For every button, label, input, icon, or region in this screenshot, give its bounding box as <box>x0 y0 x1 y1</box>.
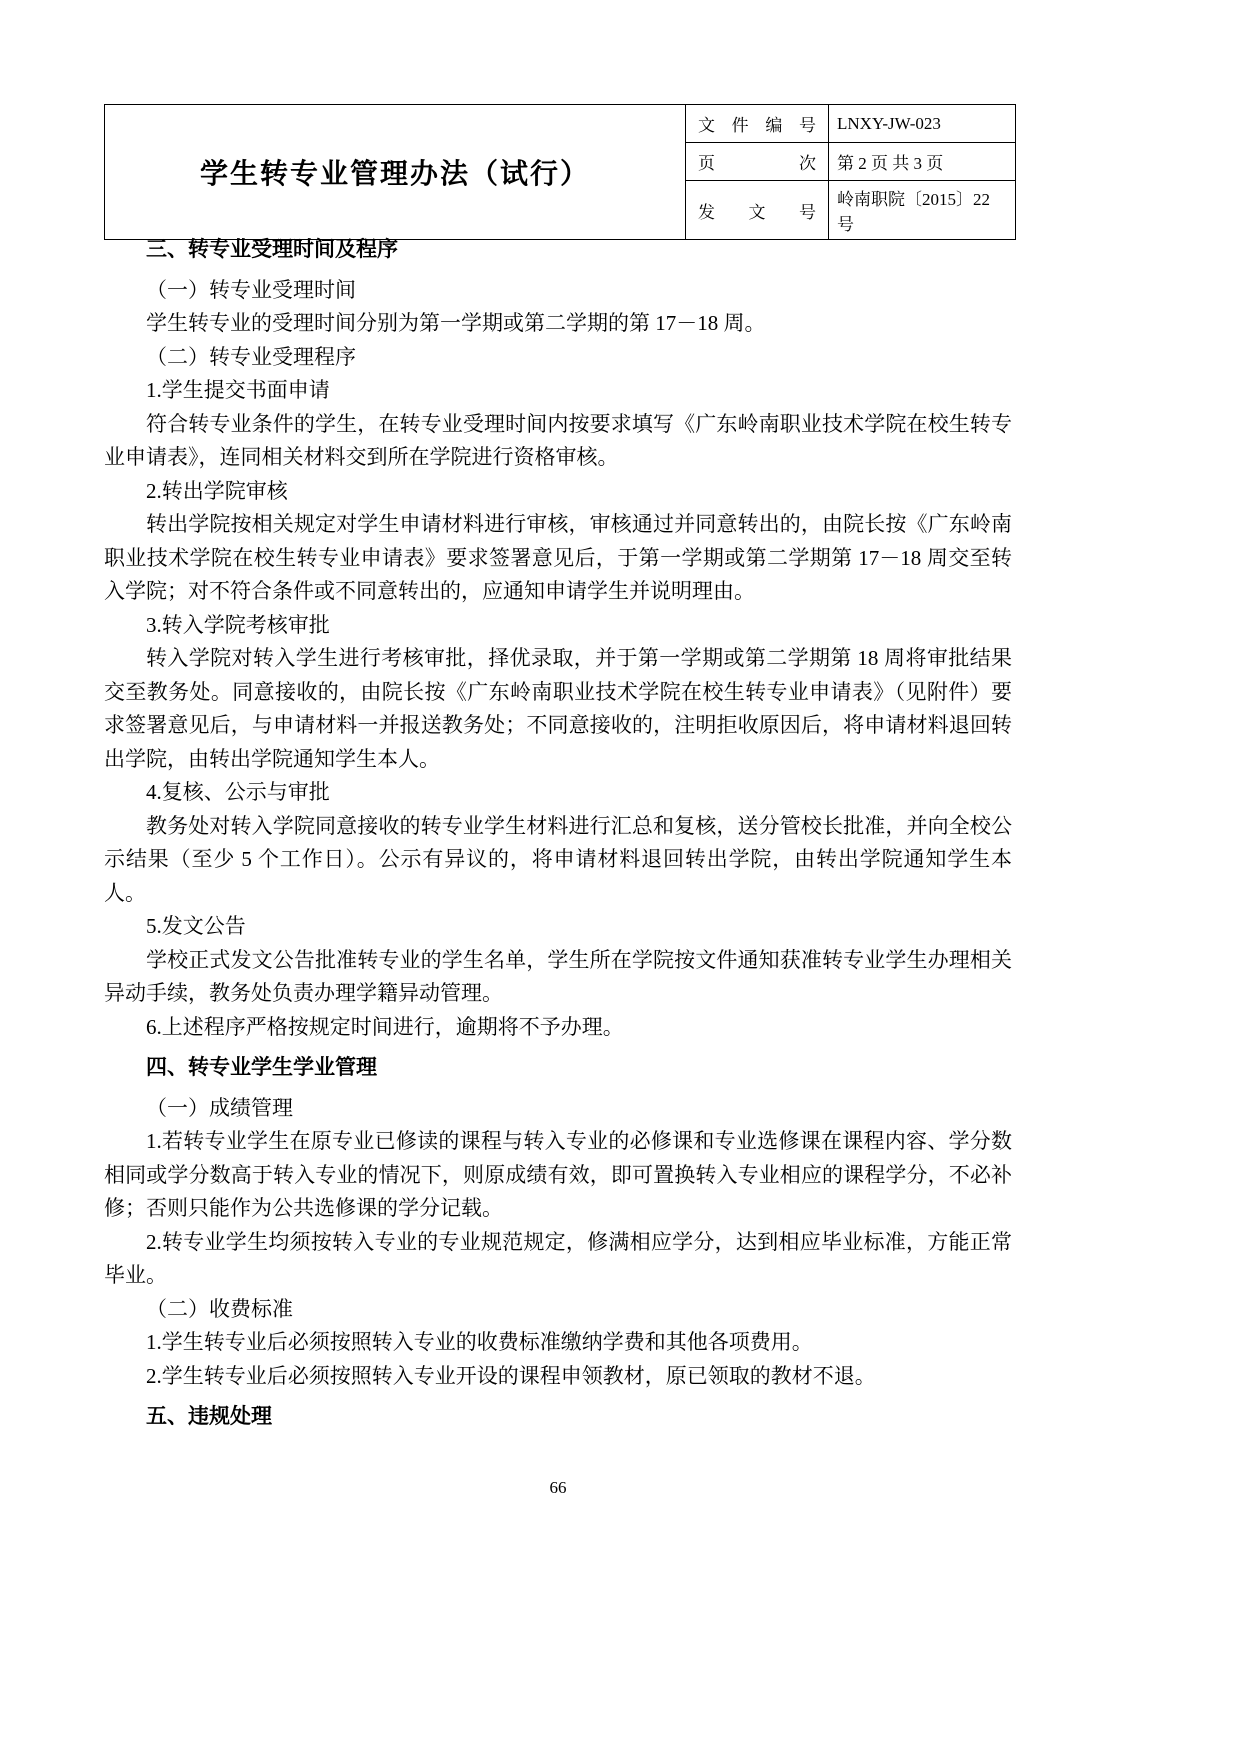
paragraph: 1.学生提交书面申请 <box>146 378 330 402</box>
paragraph: 转入学院对转入学生进行考核审批，择优录取，并于第一学期或第二学期第 18 周将审批结果交至教务处。同意接收的，由院长按《广东岭南职业技术学院在校生转专业申请表》（见附件）要求签署意见后，与申请材料一并报送教务处；不同意接收的，注明拒收原因后，将申请材料退回转出学院，由转出学院通知学生本人。 <box>104 646 1012 771</box>
document-title: 学生转专业管理办法（试行） <box>105 105 686 240</box>
paragraph: （二）转专业受理程序 <box>146 344 356 369</box>
paragraph: （一）转专业受理时间 <box>146 277 356 302</box>
document-body <box>104 226 1012 1441</box>
section-heading: 四、转专业学生学业管理 <box>146 1056 377 1079</box>
paragraph: 3.转入学院考核审批 <box>146 612 330 637</box>
paragraph: 符合转专业条件的学生，在转专业受理时间内按要求填写《广东岭南职业技术学院在校生转专业申请表》，连同相关材料交到所在学院进行资格审核。 <box>104 411 1012 469</box>
paragraph: 转出学院按相关规定对学生申请材料进行审核，审核通过并同意转出的，由院长按《广东岭南职业技术学院在校生转专业申请表》要求签署意见后，于第一学期或第二学期第 17－18 周交至转入学院；对不符合条件或不同意转出的，应通知申请学生并说明理由。 <box>104 512 1012 603</box>
paragraph: 2.学生转专业后必须按照转入专业开设的课程申领教材，原已领取的教材不退。 <box>146 1363 876 1388</box>
section-heading: 三、转专业受理时间及程序 <box>146 238 398 261</box>
header-table <box>104 104 1016 240</box>
paragraph: （二）收费标准 <box>146 1296 293 1321</box>
paragraph: 1.若转专业学生在原专业已修读的课程与转入专业的必修课和专业选修课在课程内容、学分数相同或学分数高于转入专业的情况下，则原成绩有效，即可置换转入专业相应的课程学分，不必补修；否则只能作为公共选修课的学分记载。 <box>104 1129 1012 1220</box>
paragraph: 学生转专业的受理时间分别为第一学期或第二学期的第 17－18 周。 <box>146 311 766 335</box>
section-heading: 五、违规处理 <box>146 1405 272 1428</box>
meta-label-issue-number: 发文号 <box>686 181 829 240</box>
header-row-1 <box>105 105 1016 143</box>
meta-label-doc-number: 文件编号 <box>686 105 829 143</box>
paragraph: 5.发文公告 <box>146 914 246 938</box>
paragraph: 4.复核、公示与审批 <box>146 780 330 804</box>
paragraph: 6.上述程序严格按规定时间进行，逾期将不予办理。 <box>146 1014 624 1039</box>
meta-value-doc-number: LNXY-JW-023 <box>829 105 1016 143</box>
paragraph: 教务处对转入学院同意接收的转专业学生材料进行汇总和复核，送分管校长批准，并向全校公示结果（至少 5 个工作日）。公示有异议的，将申请材料退回转出学院，由转出学院通知学生本人。 <box>104 813 1012 905</box>
footer-page-number: 66 <box>549 1478 567 1497</box>
paragraph: 2.转专业学生均须按转入专业的专业规范规定，修满相应学分，达到相应毕业标准，方能正常毕业。 <box>104 1229 1012 1287</box>
paragraph: 2.转出学院审核 <box>146 478 288 503</box>
document-header <box>104 104 1016 240</box>
meta-value-issue-number: 岭南职院〔2015〕22 号 <box>829 181 1016 240</box>
paragraph: （一）成绩管理 <box>146 1095 293 1120</box>
paragraph: 1.学生转专业后必须按照转入专业的收费标准缴纳学费和其他各项费用。 <box>146 1330 813 1354</box>
paragraph: 学校正式发文公告批准转专业的学生名单，学生所在学院按文件通知获准转专业学生办理相关异动手续，教务处负责办理学籍异动管理。 <box>104 947 1012 1005</box>
meta-value-page-number: 第 2 页 共 3 页 <box>829 143 1016 181</box>
meta-label-page-number: 页次 <box>686 143 829 181</box>
